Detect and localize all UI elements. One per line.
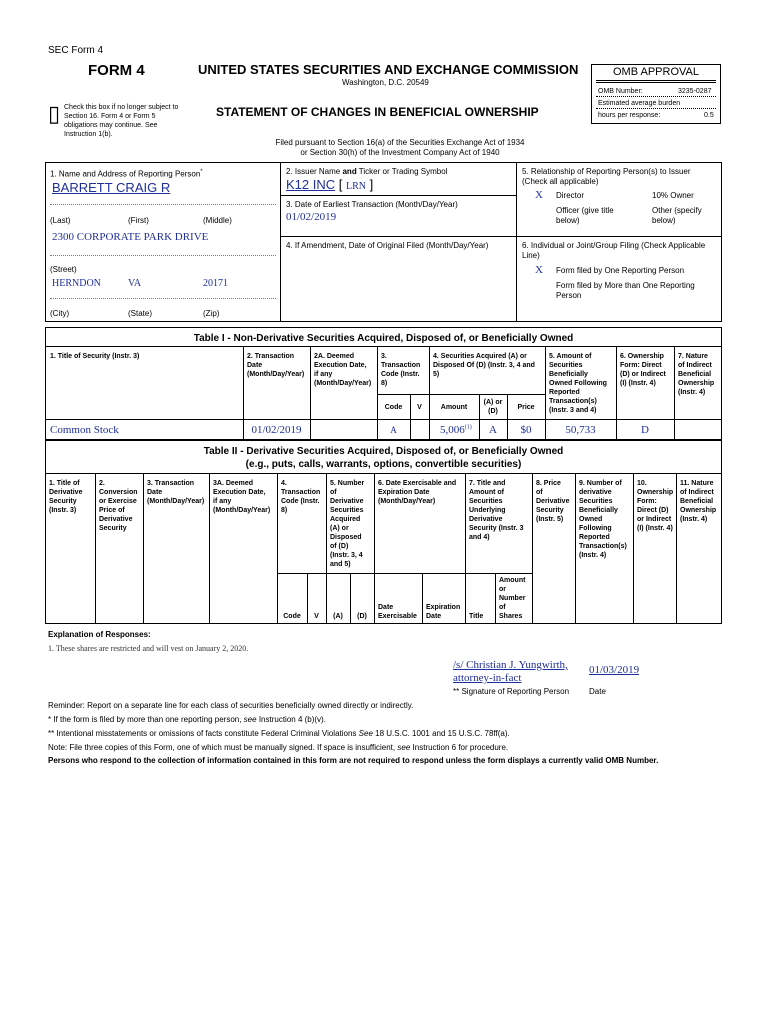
checkbox-icon[interactable]: ▯	[48, 101, 61, 126]
amendment-label: 4. If Amendment, Date of Original Filed (Month/Day/Year)	[286, 241, 489, 250]
t2-col-exercisable: 6. Date Exercisable and Expiration Date (Month/Day/Year)	[378, 480, 457, 505]
t1-col-owned: 5. Amount of Securities Beneficially Owned Following Reported Transaction(s) (Instr. 3 and 4)	[549, 353, 607, 414]
director-mark[interactable]: X	[535, 189, 543, 201]
t2-sub-code: Code	[283, 613, 301, 620]
t2-col-code: 4. Transaction Code (Instr. 8)	[281, 480, 321, 514]
one-person-label: Form filed by One Reporting Person	[556, 266, 685, 275]
t2-col-number: 5. Number of Derivative Securities Acquired (A) or Disposed of (D) (Instr. 3, 4 and 5)	[330, 480, 365, 568]
t1-sub-a-or-d: (A) or (D)	[483, 399, 503, 415]
t1-col-deemed: 2A. Deemed Execution Date, if any (Month/Day/Year)	[314, 353, 372, 387]
signature-link[interactable]: /s/ Christian J. Yungwirth, attorney-in-fact	[453, 659, 568, 684]
omb-number-label: OMB Number:	[598, 88, 643, 95]
reporting-person-label: 1. Name and Address of Reporting Person*	[50, 169, 203, 179]
commission-title: UNITED STATES SECURITIES AND EXCHANGE COMMISSION	[198, 62, 579, 77]
t1-sub-v: V	[417, 404, 422, 411]
t2-col-owned: 9. Number of derivative Securities Beneficially Owned Following Reported Transaction(s) (Instr. 4)	[579, 480, 627, 559]
t2-sub-title: Title	[469, 613, 484, 620]
issuer-ticker: LRN	[346, 181, 367, 192]
table-2-subtitle: (e.g., puts, calls, warrants, options, convertible securities)	[245, 459, 522, 470]
issuer-label: 2. Issuer Name and Ticker or Trading Symbol	[286, 167, 448, 176]
issuer-name-link[interactable]: K12 INC	[286, 177, 336, 192]
t2-sub-exercisable: Date Exercisable	[378, 604, 417, 620]
omb-hours-label: hours per response:	[598, 112, 661, 119]
other-label: Other (specify below)	[652, 206, 702, 225]
t2-col-price: 8. Price of Derivative Security (Instr. 5)	[536, 480, 570, 523]
t1-row-code: A	[390, 425, 397, 435]
t2-sub-amount: Amount or Number of Shares	[499, 577, 526, 620]
omb-burden-label: Estimated average burden	[598, 100, 681, 107]
one-person-mark[interactable]: X	[535, 264, 543, 276]
street-label: (Street)	[50, 265, 77, 274]
t1-row-price: $0	[520, 424, 532, 436]
first-label: (First)	[128, 216, 149, 225]
t1-row-form: D	[641, 424, 649, 436]
footnote-star-1: * If the form is filed by more than one reporting person, see Instruction 4 (b)(v).	[48, 715, 326, 724]
signature-label: ** Signature of Reporting Person	[453, 687, 570, 696]
table-2-title: Table II - Derivative Securities Acquired, Disposed of, or Beneficially Owned	[203, 446, 564, 457]
filing-type-label: 6. Individual or Joint/Group Filing (Check Applicable Line)	[522, 241, 706, 260]
t1-col-code: 3. Transaction Code (Instr. 8)	[381, 353, 421, 387]
relationship-label: 5. Relationship of Reporting Person(s) to Issuer (Check all applicable)	[522, 167, 691, 186]
t2-sub-d: (D)	[357, 613, 367, 620]
filed-pursuant-line1: Filed pursuant to Section 16(a) of the Securities Exchange Act of 1934	[275, 138, 525, 147]
city-label: (City)	[50, 309, 70, 318]
t2-col-nature: 11. Nature of Indirect Beneficial Ownership (Instr. 4)	[680, 480, 717, 523]
t1-col-title: 1. Title of Security (Instr. 3)	[50, 353, 140, 360]
t1-sub-price: Price	[517, 404, 535, 411]
state-value: VA	[128, 278, 142, 289]
commission-city: Washington, D.C. 20549	[342, 78, 429, 87]
t2-col-deemed: 3A. Deemed Execution Date, if any (Month/Day/Year)	[213, 480, 271, 514]
sec-form-label: SEC Form 4	[48, 45, 104, 56]
reminder-text: Reminder: Report on a separate line for each class of securities beneficially owned directly or indirectly.	[48, 701, 414, 710]
footnote-star-2: ** Intentional misstatements or omissions of facts constitute Federal Criminal Violations See 18 U.S.C. 1001 and 15 U.S.C. 78ff(a).	[48, 729, 510, 738]
officer-label: Officer (give title below)	[556, 206, 614, 225]
table-1-title: Table I - Non-Derivative Securities Acquired, Disposed of, or Beneficially Owned	[193, 333, 574, 344]
t1-col-ownership-form: 6. Ownership Form: Direct (D) or Indirect (I) (Instr. 4)	[620, 353, 666, 387]
t1-col-nature: 7. Nature of Indirect Beneficial Ownership (Instr. 4)	[678, 353, 715, 396]
t2-sub-a: (A)	[333, 613, 343, 620]
omb-number-value: 3235-0287	[678, 88, 712, 95]
reporting-person-name[interactable]: BARRETT CRAIG R	[52, 180, 171, 195]
statement-title: STATEMENT OF CHANGES IN BENEFICIAL OWNERSHIP	[216, 105, 539, 119]
t1-row-a-or-d: A	[489, 424, 497, 436]
last-label: (Last)	[50, 216, 71, 225]
t1-col-acquired: 4. Securities Acquired (A) or Disposed Of (D) (Instr. 3, 4 and 5)	[433, 353, 535, 378]
t1-sub-amount: Amount	[440, 404, 468, 411]
signature-date-label: Date	[589, 687, 606, 696]
t2-col-title: 1. Title of Derivative Security (Instr. 3)	[49, 480, 83, 514]
t2-col-ownership-form: 10. Ownership Form: Direct (D) or Indirect (I) (Instr. 4)	[637, 480, 674, 532]
zip-label: (Zip)	[203, 309, 220, 318]
state-label: (State)	[128, 309, 153, 318]
omb-hours-value: 0.5	[704, 112, 714, 119]
form-title: FORM 4	[88, 62, 145, 79]
checkbox-label: Check this box if no longer subject to Section 16. Form 4 or Form 5 obligations may continue. See Instruction 1(b).	[64, 104, 179, 138]
omb-notice: Persons who respond to the collection of information contained in this form are not required to respond unless the form displays a currently valid OMB Number.	[48, 756, 659, 765]
zip-value: 20171	[203, 278, 228, 289]
middle-label: (Middle)	[203, 216, 232, 225]
director-label: Director	[556, 191, 585, 200]
city-value: HERNDON	[52, 278, 101, 289]
footnote-1: 1. These shares are restricted and will vest on January 2, 2020.	[48, 644, 249, 653]
earliest-date-value: 01/02/2019	[286, 211, 337, 223]
t1-row-footnote: (1)	[464, 424, 472, 431]
t1-row-date: 01/02/2019	[251, 424, 302, 436]
earliest-date-label: 3. Date of Earliest Transaction (Month/Day/Year)	[286, 200, 458, 209]
t1-col-date: 2. Transaction Date (Month/Day/Year)	[247, 353, 305, 378]
t2-sub-expiration: Expiration Date	[426, 604, 461, 620]
t2-col-underlying: 7. Title and Amount of Securities Underlying Derivative Security (Instr. 3 and 4)	[469, 480, 524, 541]
issuer-value: K12 INC [ LRN ]	[286, 177, 374, 192]
t2-sub-v: V	[314, 613, 319, 620]
more-persons-label: Form filed by More than One Reporting Person	[556, 281, 695, 300]
t2-col-conversion: 2. Conversion or Exercise Price of Derivative Security	[99, 480, 138, 532]
filed-pursuant-line2: or Section 30(h) of the Investment Company Act of 1940	[300, 148, 500, 157]
t2-col-date: 3. Transaction Date (Month/Day/Year)	[147, 480, 205, 505]
explanation-label: Explanation of Responses:	[48, 630, 151, 639]
t1-row-title: Common Stock	[50, 424, 119, 436]
street-value: 2300 CORPORATE PARK DRIVE	[52, 231, 209, 243]
omb-title: OMB APPROVAL	[613, 66, 699, 78]
t1-row-owned: 50,733	[565, 424, 596, 436]
filing-note: Note: File three copies of this Form, one of which must be manually signed. If space is insufficient, see Instruction 6 for procedure.	[48, 743, 509, 752]
signature-date: 01/03/2019	[589, 664, 640, 676]
ten-percent-owner-label: 10% Owner	[652, 191, 694, 200]
t1-sub-code: Code	[384, 404, 403, 411]
t1-row-amount: 5,006$^{(1)}$	[440, 424, 472, 436]
